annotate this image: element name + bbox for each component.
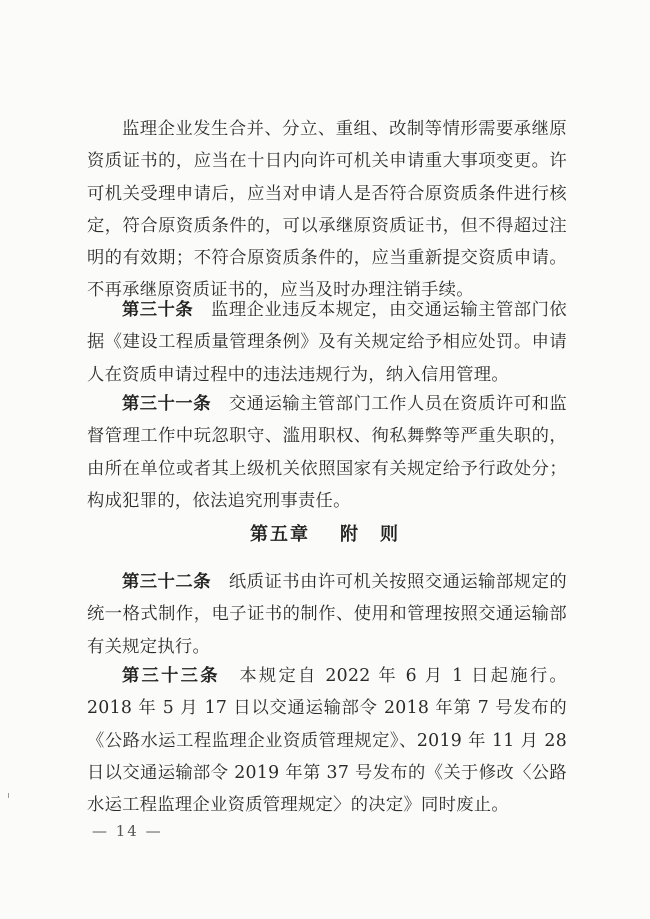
article-number: 第三十二条 bbox=[122, 572, 212, 592]
article-number: 第三十条 bbox=[122, 300, 194, 320]
chapter-heading bbox=[0, 520, 650, 546]
article-text: 本规定自 2022 年 6 月 1 日起施行。2018 年 5 月 17 日以交通运输部令 2018 年第 7 号发布的《公路水运工程监理企业资质管理规定》、2019 年 11 月 28 日以交通运输部令 2019 年第 37 号发布的《关于修改〈公路水运工程监理企业资质管理规定〉的决定》同时废止。 bbox=[87, 666, 567, 816]
paragraph-merger bbox=[87, 113, 567, 307]
article-30 bbox=[87, 294, 567, 391]
article-text: 纸质证书由许可机关按照交通运输部规定的统一格式制作，电子证书的制作、使用和管理按照交通运输部有关规定执行。 bbox=[87, 572, 567, 657]
article-number: 第三十一条 bbox=[122, 394, 212, 414]
article-number: 第三十三条 bbox=[122, 666, 220, 686]
article-31 bbox=[87, 388, 567, 517]
article-32 bbox=[87, 566, 567, 663]
article-text: 交通运输主管部门工作人员在资质许可和监督管理工作中玩忽职守、滥用职权、徇私舞弊等严重失职的，由所在单位或者其上级机关依照国家有关规定给予行政处分；构成犯罪的，依法追究刑事责任。 bbox=[87, 394, 567, 511]
chapter-title: 附 则 bbox=[340, 524, 400, 545]
paragraph-text: 监理企业发生合并、分立、重组、改制等情形需要承继原资质证书的，应当在十日内向许可机关申请重大事项变更。许可机关受理申请后，应当对申请人是否符合原资质条件进行核定，符合原资质条件的，可以承继原资质证书，但不得超过注明的有效期；不符合原资质条件的，应当重新提交资质申请。不再承继原资质证书的，应当及时办理注销手续。 bbox=[87, 119, 567, 301]
article-33 bbox=[87, 660, 567, 821]
scan-mark bbox=[8, 793, 9, 798]
page-number: — 14 — bbox=[92, 822, 163, 840]
chapter-number: 第五章 bbox=[250, 524, 310, 545]
article-text: 监理企业违反本规定，由交通运输主管部门依据《建设工程质量管理条例》及有关规定给予相应处罚。申请人在资质申请过程中的违法违规行为，纳入信用管理。 bbox=[87, 300, 567, 385]
